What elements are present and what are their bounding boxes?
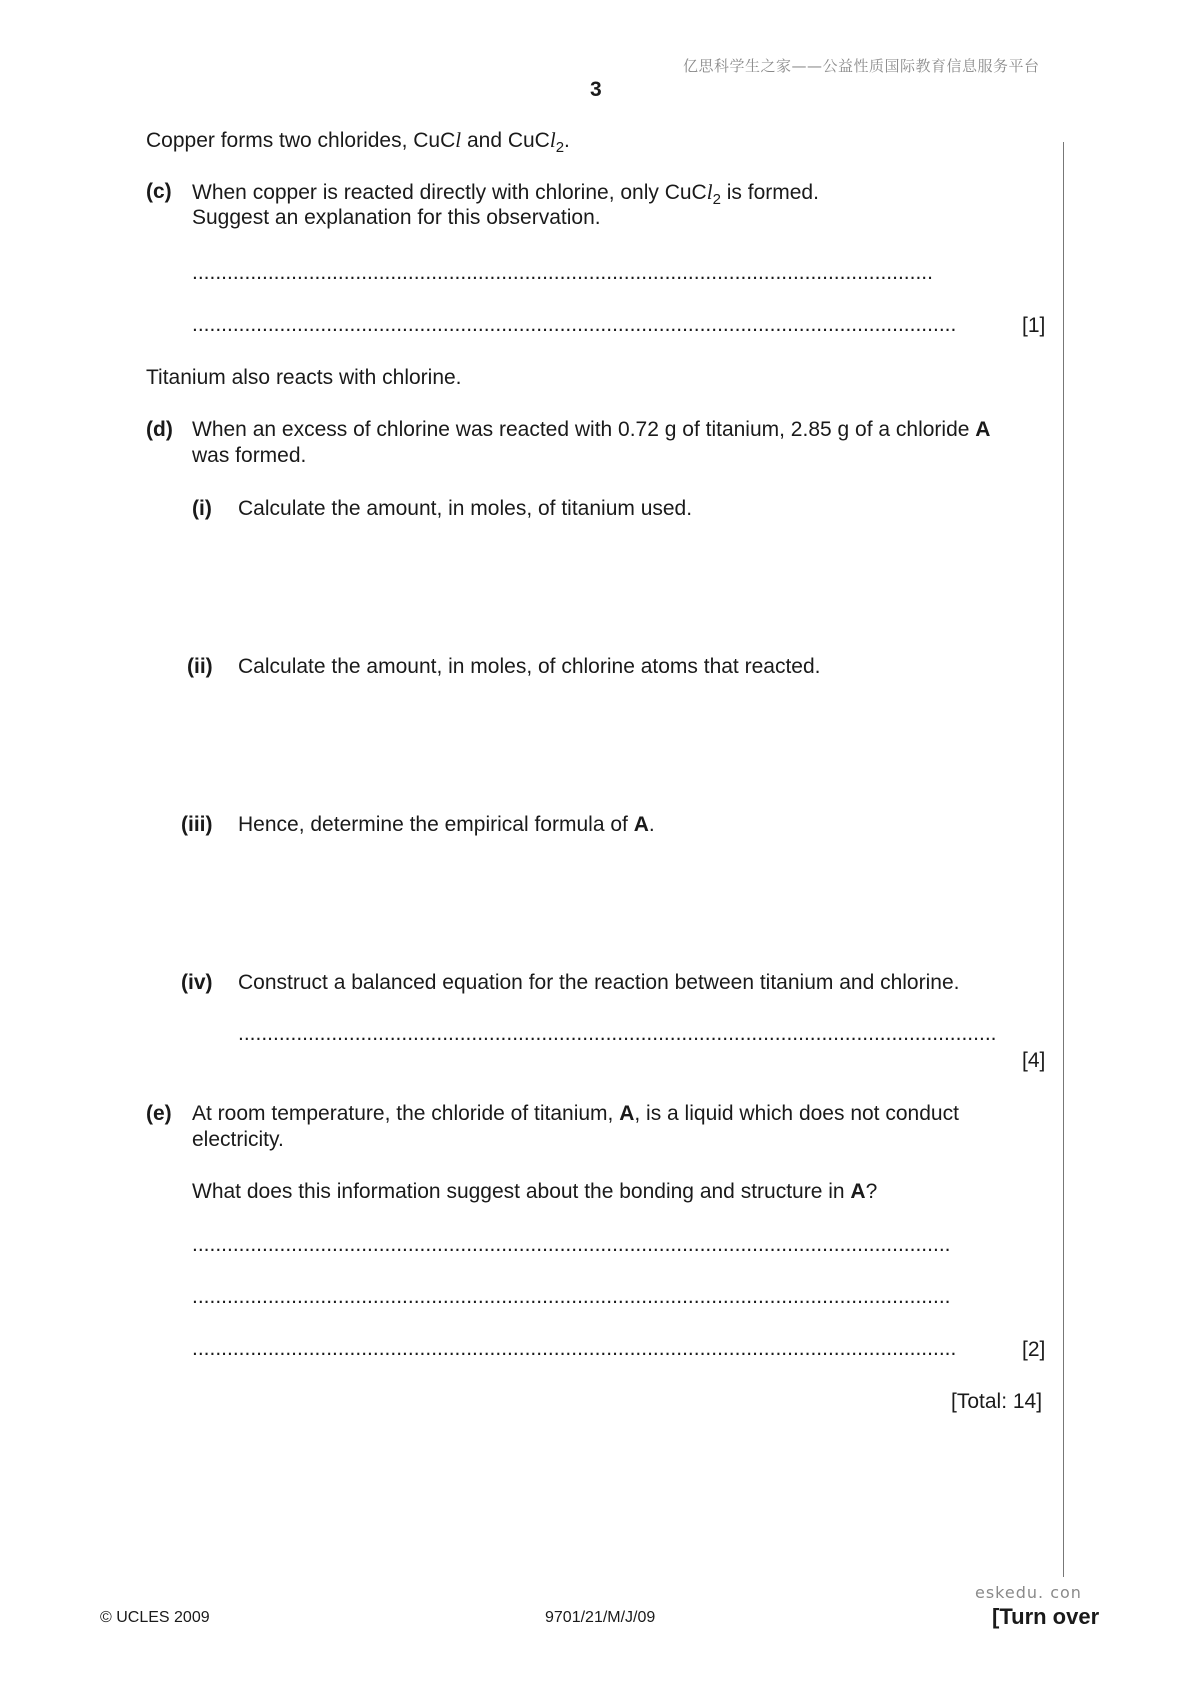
marks-e: [2]	[1022, 1338, 1046, 1361]
answer-line-d-iv[interactable]: ..................................................................................................................................	[238, 1022, 997, 1045]
question-d-i-label: (i)	[192, 497, 212, 520]
question-e-text: At room temperature, the chloride of titanium, A, is a liquid which does not conduct electricity.	[192, 1102, 959, 1151]
question-e-label: (e)	[146, 1102, 172, 1125]
question-c-label: (c)	[146, 180, 172, 203]
answer-line-e-2[interactable]: ..................................................................................................................................	[192, 1285, 951, 1308]
site-watermark: eskedu. con	[975, 1583, 1082, 1602]
margin-rule	[1063, 142, 1064, 1577]
answer-space-d-i[interactable]	[238, 528, 1038, 638]
turn-over-label: [Turn over	[992, 1604, 1100, 1629]
copyright: © UCLES 2009	[100, 1609, 210, 1626]
question-d-ii-label: (ii)	[187, 655, 213, 678]
question-d-iii-text: Hence, determine the empirical formula of A.	[238, 813, 655, 836]
question-d-label: (d)	[146, 418, 173, 441]
question-d-iv-text: Construct a balanced equation for the reaction between titanium and chlorine.	[238, 971, 960, 994]
question-d-text: When an excess of chlorine was reacted with 0.72 g of titanium, 2.85 g of a chloride A was formed.	[192, 418, 991, 467]
marks-c: [1]	[1022, 314, 1046, 337]
total-marks: [Total: 14]	[951, 1390, 1043, 1413]
question-c-text-line1: When copper is reacted directly with chlorine, only CuCl$_2$ is formed.	[192, 180, 819, 208]
question-d-iv-label: (iv)	[181, 971, 213, 994]
question-d-iii-label: (iii)	[181, 813, 213, 836]
question-d-ii-text: Calculate the amount, in moles, of chlorine atoms that reacted.	[238, 655, 821, 678]
question-e-prompt: What does this information suggest about the bonding and structure in A?	[192, 1180, 878, 1203]
answer-line-c-2[interactable]: ...................................................................................................................................	[192, 313, 957, 336]
answer-line-e-1[interactable]: ..................................................................................................................................	[192, 1233, 951, 1256]
question-c-text-line2: Suggest an explanation for this observation.	[192, 206, 601, 229]
answer-space-d-iii[interactable]	[238, 844, 1038, 954]
answer-line-e-3[interactable]: ...................................................................................................................................	[192, 1337, 957, 1360]
marks-d: [4]	[1022, 1049, 1046, 1072]
page-number: 3	[590, 78, 602, 101]
paper-code: 9701/21/M/J/09	[545, 1609, 656, 1626]
watermark-text: 亿思科学生之家——公益性质国际教育信息服务平台	[683, 57, 1040, 75]
answer-line-c-1[interactable]: ...............................................................................................................................	[192, 261, 933, 284]
answer-space-d-ii[interactable]	[238, 686, 1038, 796]
copper-chlorides-intro: Copper forms two chlorides, CuCl and CuCl$_2$.	[146, 128, 570, 156]
titanium-intro: Titanium also reacts with chlorine.	[146, 366, 462, 389]
question-d-i-text: Calculate the amount, in moles, of titanium used.	[238, 497, 693, 520]
